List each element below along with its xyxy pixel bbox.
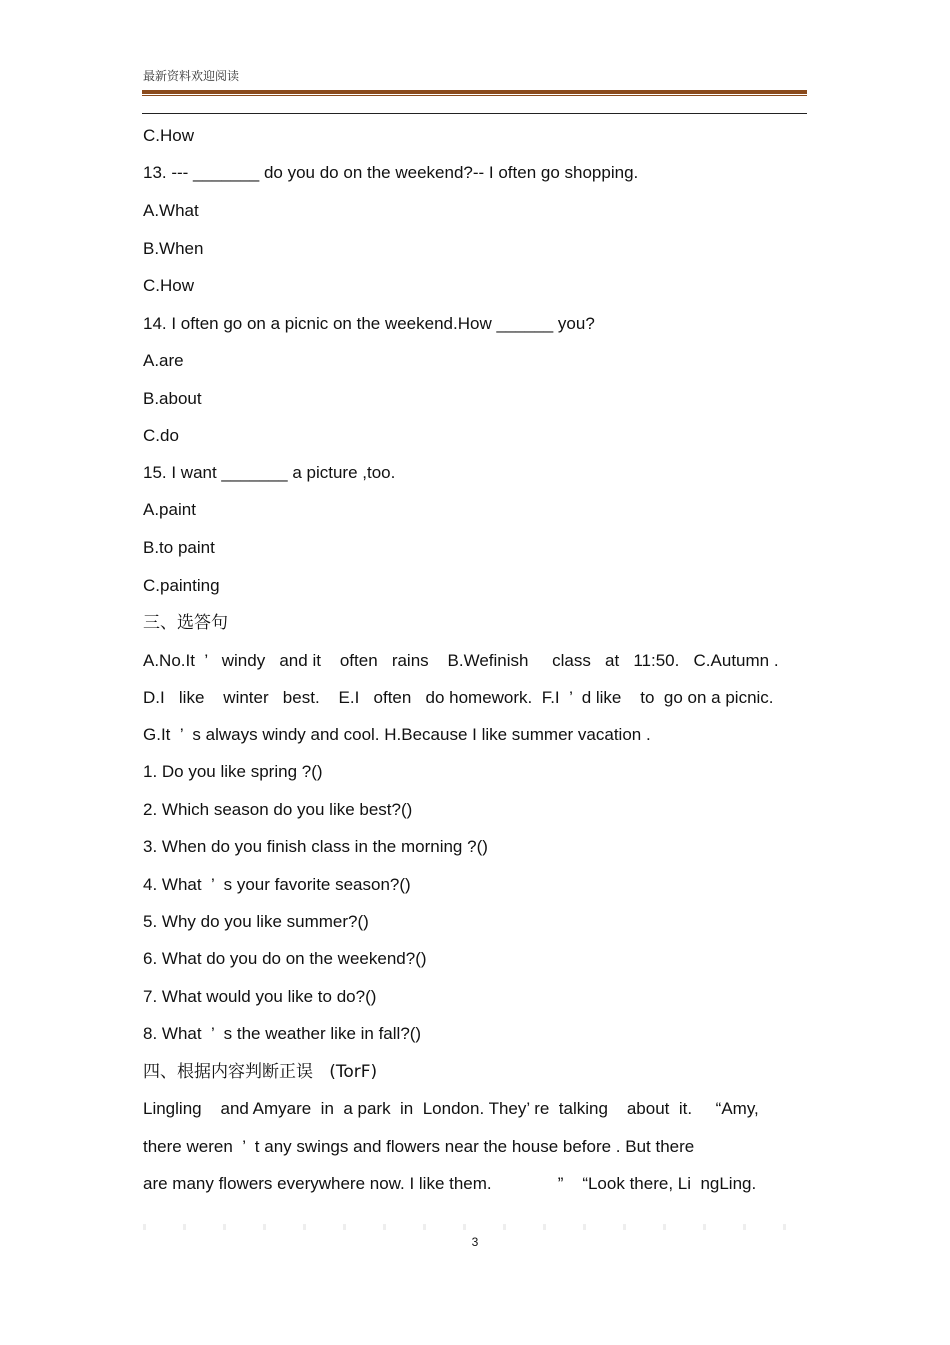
option-line: C.How	[143, 126, 195, 145]
option-line: B.to paint	[143, 538, 215, 557]
question-line: 7. What would you like to do?()	[143, 987, 377, 1006]
option-line: B.When	[143, 239, 204, 258]
faded-text-row	[143, 1224, 803, 1230]
question-line: 6. What do you do on the weekend?()	[143, 949, 427, 968]
option-line: A.What	[143, 201, 199, 220]
option-line: C.painting	[143, 576, 220, 595]
option-line: A.are	[143, 351, 184, 370]
section-heading: 四、根据内容判断正误 (TorF)	[143, 1062, 378, 1082]
option-line: A.paint	[143, 500, 196, 519]
header-rule-thin	[142, 95, 807, 96]
page-number: 3	[471, 1235, 479, 1249]
question-line: 1. Do you like spring ?()	[143, 762, 323, 781]
page-header: 最新资料欢迎阅读	[143, 69, 240, 83]
header-rule-bottom	[142, 113, 807, 114]
answer-choices-line: A.No.It ’ windy and it often rains B.Wefinish class at 11:50. C.Autumn .	[143, 651, 779, 670]
header-rule-thick	[142, 90, 807, 94]
question-line: 13. --- _______ do you do on the weekend?-- I often go shopping.	[143, 163, 639, 182]
passage-line: there weren ’ t any swings and flowers near the house before . But there	[143, 1137, 695, 1156]
option-line: C.do	[143, 426, 179, 445]
answer-choices-line: G.It ’ s always windy and cool. H.Because I like summer vacation .	[143, 725, 651, 744]
passage-line: Lingling and Amyare in a park in London. They’ re talking about it. “Amy,	[143, 1099, 759, 1118]
question-line: 2. Which season do you like best?()	[143, 800, 413, 819]
question-line: 14. I often go on a picnic on the weekend.How ______ you?	[143, 314, 595, 333]
question-line: 4. What ’ s your favorite season?()	[143, 875, 411, 894]
question-line: 15. I want _______ a picture ,too.	[143, 463, 396, 482]
option-line: B.about	[143, 389, 202, 408]
answer-choices-line: D.I like winter best. E.I often do homework. F.I ’ d like to go on a picnic.	[143, 688, 774, 707]
passage-line: are many flowers everywhere now. I like them. ” “Look there, Li ngLing.	[143, 1174, 757, 1193]
question-line: 8. What ’ s the weather like in fall?()	[143, 1024, 422, 1043]
question-line: 3. When do you finish class in the morning ?()	[143, 837, 488, 856]
section-heading: 三、选答句	[143, 613, 228, 633]
option-line: C.How	[143, 276, 195, 295]
question-line: 5. Why do you like summer?()	[143, 912, 369, 931]
